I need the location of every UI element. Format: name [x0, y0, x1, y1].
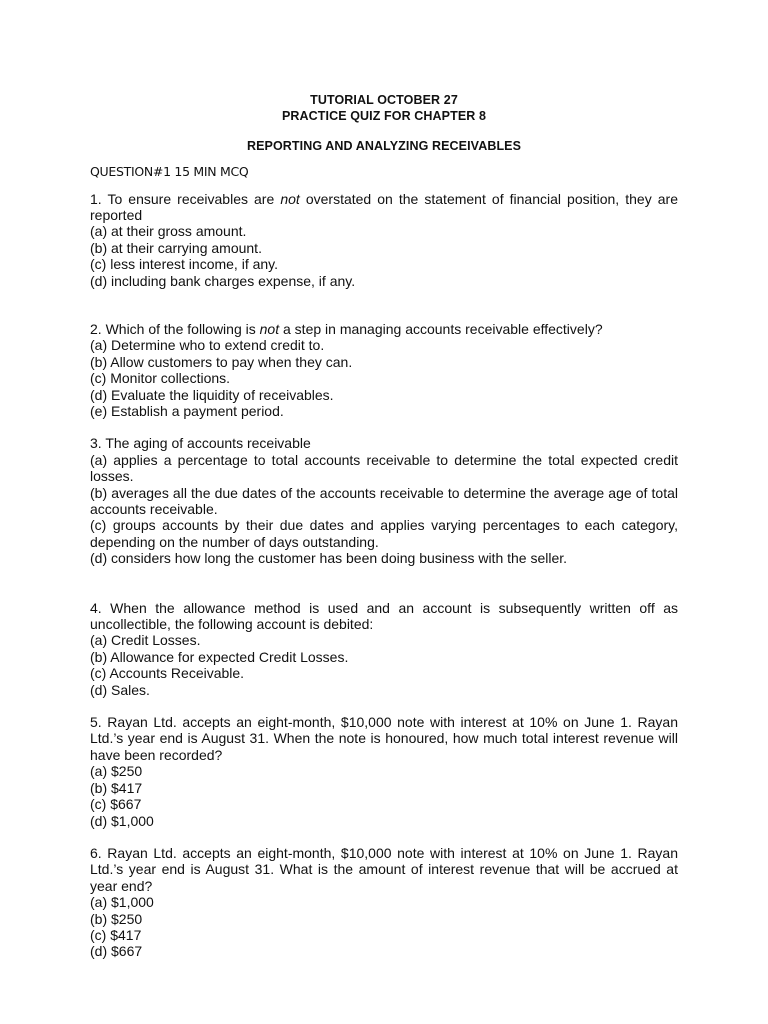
answer-option: (d) $1,000: [90, 812, 154, 829]
stem-text: overstated on the statement of financial position, they are reported: [90, 190, 678, 223]
document-content: [90, 93, 678, 960]
answer-option: (d) including bank charges expense, if any.: [90, 272, 356, 289]
answer-option: (c) groups accounts by their due dates and applies varying percentages to each category, depending on the number of days outstanding.: [90, 517, 678, 550]
answer-option: (a) $1,000: [90, 894, 154, 911]
answer-option: (b) Allowance for expected Credit Losses.: [90, 648, 349, 665]
question-2: [90, 321, 678, 419]
question-stem: [90, 191, 678, 224]
stem-text: a step in managing accounts receivable effectively?: [279, 320, 603, 337]
answer-option: (d) Sales.: [90, 681, 150, 698]
question-stem: 3. The aging of accounts receivable: [90, 435, 311, 452]
question-stem: 5. Rayan Ltd. accepts an eight-month, $10,000 note with interest at 10% on June 1. Rayan Ltd.’s year end is August 31. When the note is honoured, how much total interest revenue will have been recorded?: [90, 714, 678, 763]
quiz-chapter-heading: PRACTICE QUIZ FOR CHAPTER 8: [281, 108, 487, 123]
answer-option: (d) $667: [90, 943, 143, 960]
answer-option: (a) $250: [90, 763, 143, 780]
question-1: [90, 191, 678, 289]
answer-option: (c) Monitor collections.: [90, 370, 231, 387]
answer-option: (d) considers how long the customer has been doing business with the seller.: [90, 550, 568, 567]
question-4: [90, 600, 678, 698]
answer-option: (b) at their carrying amount.: [90, 239, 262, 256]
stem-emphasis: not: [280, 190, 300, 207]
answer-option: (c) Accounts Receivable.: [90, 665, 245, 682]
subject-heading: REPORTING AND ANALYZING RECEIVABLES: [246, 139, 522, 153]
stem-text: 1. To ensure receivables are: [90, 190, 281, 207]
answer-option: (a) applies a percentage to total accounts receivable to determine the total expected credit losses.: [90, 451, 678, 485]
answer-option: (b) $417: [90, 779, 143, 796]
question-stem: 4. When the allowance method is used and an account is subsequently written off as uncollectible, the following account is debited:: [90, 599, 678, 633]
answer-option: (a) Credit Losses.: [90, 632, 201, 649]
answer-option: (a) at their gross amount.: [90, 223, 247, 240]
question-6: [90, 845, 678, 960]
answer-option: (c) $417: [90, 926, 142, 943]
question-stem: [90, 321, 678, 337]
question-5: [90, 714, 678, 829]
answer-option: (e) Establish a payment period.: [90, 402, 284, 419]
section-title: QUESTION#1 15 MIN MCQ: [90, 163, 249, 179]
question-stem: 6. Rayan Ltd. accepts an eight-month, $10,000 note with interest at 10% on June 1. Rayan Ltd.’s year end is August 31. What is the amount of interest revenue that will be accrued at year end?: [90, 844, 678, 894]
stem-text: 2. Which of the following is: [90, 320, 260, 337]
answer-option: (b) averages all the due dates of the accounts receivable to determine the average age of total accounts receivable.: [90, 484, 678, 517]
answer-option: (c) $667: [90, 796, 142, 813]
answer-option: (b) $250: [90, 910, 143, 927]
answer-option: (d) Evaluate the liquidity of receivables.: [90, 386, 334, 403]
tutorial-date-heading: TUTORIAL OCTOBER 27: [310, 93, 458, 107]
question-3: [90, 435, 678, 566]
answer-option: (a) Determine who to extend credit to.: [90, 337, 325, 354]
stem-emphasis: not: [259, 320, 280, 337]
answer-option: (c) less interest income, if any.: [90, 256, 279, 273]
answer-option: (b) Allow customers to pay when they can.: [90, 353, 353, 370]
